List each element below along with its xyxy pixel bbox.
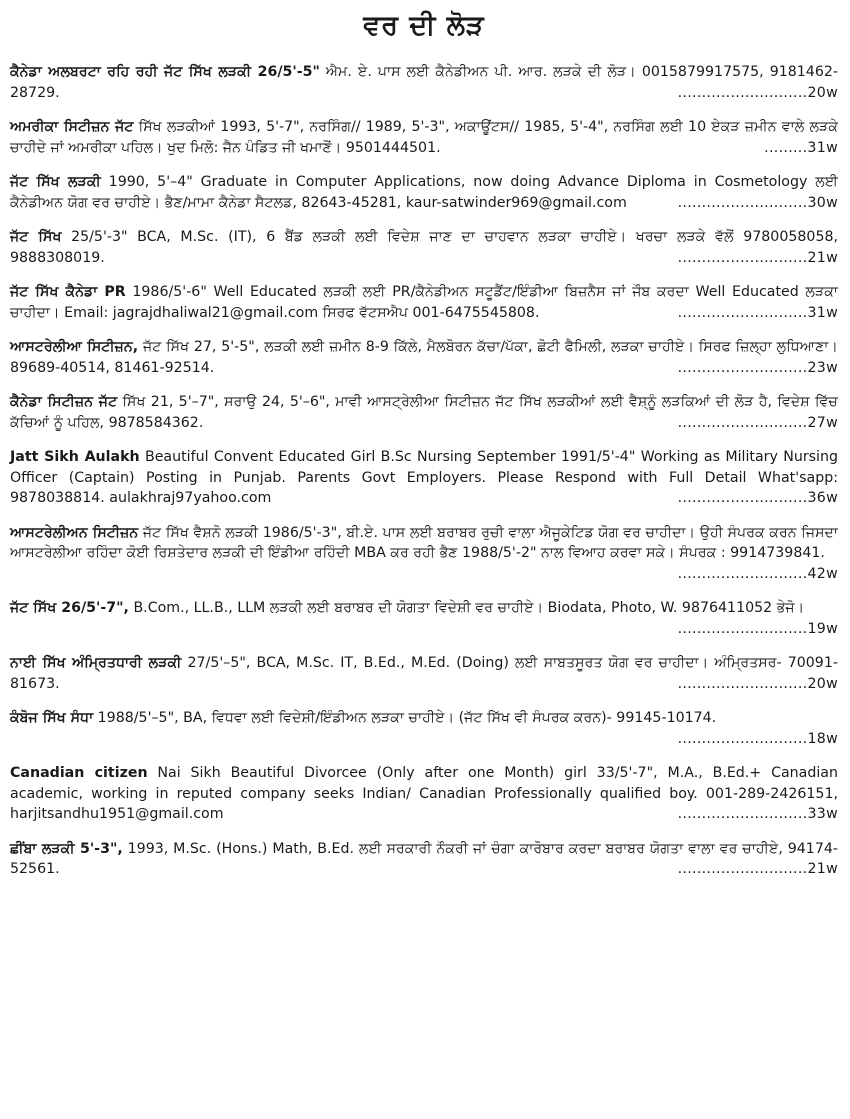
ad-item [10,227,838,268]
ad-code: ...........................18w [677,730,838,747]
page-title: ਵਰ ਦੀ ਲੋੜ [363,10,485,41]
ad-item [10,62,838,103]
ad-code: ...........................20w [677,675,838,692]
ad-body: ਐਮ. ਏ. ਪਾਸ ਲਈ ਕੈਨੇਡੀਅਨ ਪੀ. ਆਰ. ਲੜਕੇ ਦੀ ਲੋੜ। 0015879917575, 9181462-28729. [10,64,839,101]
ad-item [10,282,838,323]
ad-body: 27/5'–5", BCA, M.Sc. IT, B.Ed., M.Ed. (Doing) ਲਈ ਸਾਬਤਸੂਰਤ ਯੋਗ ਵਰ ਚਾਹੀਦਾ। ਅੰਮ੍ਰਿਤਸਰ- 70091-81673. [10,655,838,692]
ad-code: ...........................42w [677,565,838,582]
ad-code: ...........................19w [677,620,838,637]
ad-item [10,708,838,749]
ad-item [10,337,838,378]
ad-lead: ਜੱਟ ਸਿੱਖ [10,229,62,245]
ad-item [10,117,838,158]
ad-lead: ਛੀਂਬਾ ਲੜਕੀ 5'-3", [10,840,123,857]
ad-item [10,392,838,433]
ad-body: 1986/5'-6" Well Educated ਲੜਕੀ ਲਈ PR/ਕੈਨੇਡੀਅਨ ਸਟੂਡੈਂਟ/ਇੰਡੀਆ ਬਿਜ਼ਨੈਸ ਜਾਂ ਜੌਬ ਕਰਦਾ Well Educated ਲੜਕਾ ਚਾਹੀਦਾ। Email: jagrajdhaliwal21@gmail.com ਸਿਰਫ ਵੱਟਸਐਪ 001-6475545808. [10,284,838,321]
ad-body: Nai Sikh Beautiful Divorcee (Only after one Month) girl 33/5'-7", M.A., B.Ed.+ Canadian academic, working in reputed company seeks Indian/ Canadian Professionally qualified boy. 001-289-2426151, harjitsandhu1951@gmail.com [10,765,838,822]
ad-lead: ਨਾਈ ਸਿੱਖ ਅੰਮ੍ਰਿਤਧਾਰੀ ਲੜਕੀ [10,655,182,671]
ad-code: ...........................31w [677,304,838,321]
ad-code: ...........................23w [677,359,838,376]
ad-lead: Jatt Sikh Aulakh [10,449,140,465]
ad-lead: ਜੱਟ ਸਿੱਖ ਲੜਕੀ [10,174,101,190]
ad-item [10,763,838,825]
ad-lead: ਆਸਟਰੇਲੀਅਨ ਸਿਟੀਜ਼ਨ [10,524,139,541]
ad-item [10,523,838,585]
ad-lead: ਅਮਰੀਕਾ ਸਿਟੀਜ਼ਨ ਜੱਟ [10,119,134,135]
ad-body: ਜੱਟ ਸਿੱਖ ਵੈਸ਼ਨੋ ਲੜਕੀ 1986/5'-3", ਬੀ.ਏ. ਪਾਸ ਲਈ ਬਰਾਬਰ ਰੁਚੀ ਵਾਲਾ ਐਜੂਕੇਟਿਡ ਯੋਗ ਵਰ ਚਾਹੀਦਾ। ਉਹੀ ਸੰਪਰਕ ਕਰਨ ਜਿਸਦਾ ਆਸਟਰੇਲੀਆ ਰਹਿੰਦਾ ਕੋਈ ਰਿਸ਼ਤੇਦਾਰ ਲੜਕੀ ਦੀ ਇੰਡੀਆ ਰਹਿੰਦੀ MBA ਕਰ ਰਹੀ ਭੈਣ 1988/5'-2" ਨਾਲ ਵਿਆਹ ਕਰਵਾ ਸਕੇ। ਸੰਪਰਕ : 9914739841. [10,524,838,561]
ad-code: ...........................36w [677,490,838,506]
ad-lead: ਜੱਟ ਸਿੱਖ ਕੈਨੇਡਾ PR [10,284,126,300]
ad-item [10,598,838,639]
ad-body: ਜੱਟ ਸਿੱਖ 27, 5'-5", ਲੜਕੀ ਲਈ ਜ਼ਮੀਨ 8-9 ਕਿੱਲੇ, ਮੈਲਬੋਰਨ ਕੱਚਾ/ਪੱਕਾ, ਛੋਟੀ ਫੈਮਿਲੀ, ਲੜਕਾ ਚਾਹੀਏ। ਸਿਰਫ ਜ਼ਿਲ੍ਹਾ ਲੁਧਿਆਣਾ। 89689-40514, 81461-92514. [10,339,838,376]
ad-body: ਸਿੱਖ 21, 5'–7", ਸਰਾਉ 24, 5'–6", ਮਾਵੀ ਆਸਟ੍ਰੇਲੀਆ ਸਿਟੀਜ਼ਨ ਜੱਟ ਸਿੱਖ ਲੜਕੀਆਂ ਲਈ ਵੈਸ਼੍ਨੂੰ ਲੜਕਿਆਂ ਦੀ ਲੋੜ ਹੈ, ਵਿਦੇਸ਼ ਵਿੱਚ ਕੱਚਿਆਂ ਨੂੰ ਪਹਿਲ, 9878584362. [10,394,838,431]
ad-code: ...........................20w [677,84,838,101]
ad-lead: ਕੰਬੋਜ ਸਿੱਖ ਸੰਧਾ [10,710,94,726]
ad-body: Beautiful Convent Educated Girl B.Sc Nursing September 1991/5'-4" Working as Military Nursing Officer (Captain) Posting in Punjab. Parents Govt Employers. Please Respond with Full Detail What'sapp: 9878038814. aulakhraj97yahoo.com [10,449,838,506]
ad-code: ...........................30w [677,194,838,211]
ad-item [10,839,838,880]
ad-body: ਸਿੱਖ ਲੜਕੀਆਂ 1993, 5'-7", ਨਰਸਿੰਗ// 1989, 5'-3", ਅਕਾਊਂਟਸ// 1985, 5'-4", ਨਰਸਿੰਗ ਲਈ 10 ਏਕੜ ਜ਼ਮੀਨ ਵਾਲੇ ਲੜਕੇ ਚਾਹੀਦੇ ਜਾਂ ਅਮਰੀਕਾ ਪਹਿਲ। ਖੁਦ ਮਿਲੋ: ਜੈਨ ਪੰਡਿਤ ਜੀ ਖਮਾਣੋਂ। 9501444501. [10,119,838,156]
ad-body: 25/5'-3" BCA, M.Sc. (IT), 6 ਬੈਂਡ ਲੜਕੀ ਲਈ ਵਿਦੇਸ਼ ਜਾਣ ਦਾ ਚਾਹਵਾਨ ਲੜਕਾ ਚਾਹੀਏ। ਖਰਚਾ ਲੜਕੇ ਵੱਲੋਂ 9780058058, 9888308019. [10,229,839,266]
ad-lead: ਆਸਟਰੇਲੀਆ ਸਿਟੀਜ਼ਨ, [10,339,139,355]
ad-lead: ਜੱਟ ਸਿੱਖ 26/5'-7", [10,600,129,616]
ad-lead: ਕੈਨੇਡਾ ਸਿਟੀਜ਼ਨ ਜੱਟ [10,394,118,410]
ad-body: 1990, 5'–4" Graduate in Computer Applications, now doing Advance Diploma in Cosmetology ਲਈ ਕੈਨੇਡੀਅਨ ਯੋਗ ਵਰ ਚਾਹੀਏ। ਭੈਣ/ਮਾਮਾ ਕੈਨੇਡਾ ਸੈਟਲਡ, 82643-45281, kaur-satwinder969@gmail.com [10,174,838,211]
ad-lead: Canadian citizen [10,765,148,781]
ad-item [10,447,838,509]
ads-list [10,62,838,894]
ad-item [10,653,838,694]
ad-body: 1993, M.Sc. (Hons.) Math, B.Ed. ਲਈ ਸਰਕਾਰੀ ਨੌਕਰੀ ਜਾਂ ਚੰਗਾ ਕਾਰੋਬਾਰ ਕਰਦਾ ਬਰਾਬਰ ਯੋਗਤਾ ਵਾਲਾ ਵਰ ਚਾਹੀਏ, 94174-52561. [10,840,838,877]
ad-code: ...........................21w [677,861,838,877]
ad-code: ...........................21w [677,249,838,266]
ad-code: .........31w [764,139,838,156]
ad-lead: ਕੈਨੇਡਾ ਅਲਬਰਟਾ ਰਹਿ ਰਹੀ ਜੱਟ ਸਿੱਖ ਲੜਕੀ 26/5'-5" [10,64,320,80]
ad-code: ...........................33w [677,806,838,822]
ad-code: ...........................27w [677,414,838,431]
ad-item [10,172,838,213]
ad-body: 1988/5'–5", BA, ਵਿਧਵਾ ਲਈ ਵਿਦੇਸ਼ੀ/ਇੰਡੀਅਨ ਲੜਕਾ ਚਾਹੀਏ। (ਜੱਟ ਸਿੱਖ ਵੀ ਸੰਪਰਕ ਕਰਨ)- 99145-10174. [93,710,717,726]
ad-body: B.Com., LL.B., LLM ਲੜਕੀ ਲਈ ਬਰਾਬਰ ਦੀ ਯੋਗਤਾ ਵਿਦੇਸ਼ੀ ਵਰ ਚਾਹੀਏ। Biodata, Photo, W. 9876411052 ਭੇਜੋ। [128,600,805,616]
